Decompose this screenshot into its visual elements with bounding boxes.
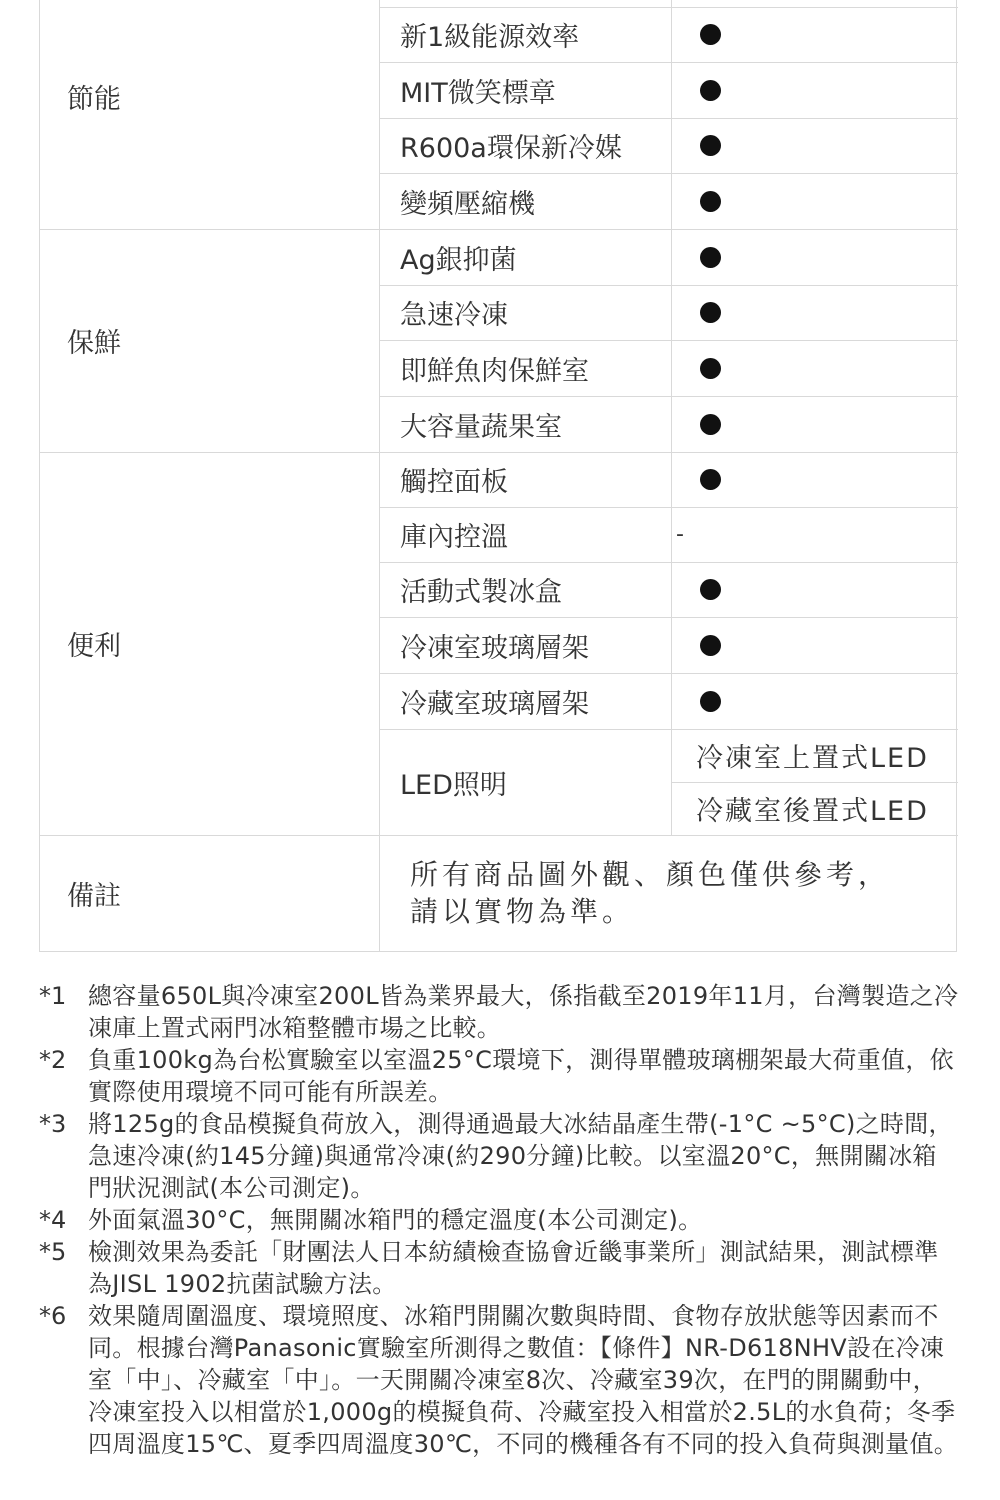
spec-table bbox=[39, 0, 957, 952]
feature-supported-dot bbox=[672, 7, 956, 62]
feature-name: 活動式製冰盒 bbox=[400, 577, 562, 608]
feature-supported-dot bbox=[672, 562, 956, 617]
feature-name: 大容量蔬果室 bbox=[400, 411, 562, 443]
remark-line: 請以實物為準。 bbox=[410, 895, 635, 928]
footnote-text: 檢測效果為委託「財團法人日本紡績檢查協會近畿事業所」測試結果，測試標準為JISL 1902抗菌試驗方法。 bbox=[88, 1238, 939, 1298]
footnote-item bbox=[39, 1236, 959, 1300]
footnote-text: 效果隨周圍溫度、環境照度、冰箱門開關次數與時間、食物存放狀態等因素而不同。根據台灣Panasonic實驗室所測得之數值：【條件】NR-D618NHV設在冷凍室「中」、冷藏室「中」。一天開關冷凍室8次、冷藏室39次，在門的開關動中，冷凍室投入以相當於1,000g的模擬負荷、冷藏室投入相當於2.5L的水負荷；冬季四周溫度15℃、夏季四周溫度30℃，不同的機種各有不同的投入負荷與測量值。 bbox=[88, 1302, 959, 1458]
category-energy-saving: 節能 bbox=[67, 84, 121, 115]
feature-name: 變頻壓縮機 bbox=[400, 188, 535, 220]
footnote-text: 負重100kg為台松實驗室以室溫25°C環境下，測得單體玻璃棚架最大荷重值，依實際使用環境不同可能有所誤差。 bbox=[88, 1046, 954, 1106]
feature-name: MIT微笑標章 bbox=[400, 77, 556, 109]
footnote-item bbox=[39, 1108, 959, 1204]
feature-supported-dot bbox=[672, 118, 956, 173]
feature-supported-dot bbox=[672, 452, 956, 507]
footnote-text: 將125g的食品模擬負荷放入，測得通過最大冰結晶產生帶(-1°C ~5°C)之時間，急速冷凍(約145分鐘)與通常冷凍(約290分鐘)比較。以室溫20°C，無開關冰箱門狀況測試(本公司測定)。 bbox=[88, 1110, 953, 1202]
footnote-mark: *4 bbox=[39, 1206, 67, 1234]
footnote-item bbox=[39, 1044, 959, 1108]
footnote-item bbox=[39, 1204, 959, 1236]
feature-value-text: 冷凍室上置式LED bbox=[696, 743, 929, 774]
feature-supported-dot bbox=[672, 617, 956, 673]
feature-name: 新1級能源效率 bbox=[400, 22, 580, 53]
feature-name: 冷凍室玻璃層架 bbox=[400, 632, 589, 664]
feature-supported-dot bbox=[672, 673, 956, 729]
feature-name: 庫內控溫 bbox=[400, 522, 508, 553]
feature-supported-dot bbox=[672, 229, 956, 285]
footnote-text: 外面氣溫30°C，無開關冰箱門的穩定溫度(本公司測定)。 bbox=[88, 1206, 703, 1234]
footnote-item bbox=[39, 1300, 959, 1460]
remark-text bbox=[380, 835, 956, 951]
footnote-mark: *6 bbox=[39, 1302, 67, 1330]
footnote-mark: *2 bbox=[39, 1046, 67, 1074]
remark-line: 所有商品圖外觀、顏色僅供參考， bbox=[410, 858, 891, 891]
category-convenience: 便利 bbox=[67, 631, 121, 662]
category-freshness: 保鮮 bbox=[67, 328, 121, 359]
feature-name: R600a環保新冷媒 bbox=[400, 133, 622, 164]
feature-name: 觸控面板 bbox=[400, 467, 508, 498]
feature-supported-dot bbox=[672, 396, 956, 452]
remark-label: 備註 bbox=[67, 880, 121, 912]
feature-supported-dot bbox=[672, 285, 956, 340]
footnote-text: 總容量650L與冷凍室200L皆為業界最大，係指截至2019年11月，台灣製造之冷凍庫上置式兩門冰箱整體市場之比較。 bbox=[88, 982, 959, 1042]
feature-supported-dot bbox=[672, 173, 956, 229]
footnote-item bbox=[39, 980, 959, 1044]
footnote-mark: *3 bbox=[39, 1110, 67, 1138]
feature-name: LED照明 bbox=[400, 769, 507, 801]
feature-supported-dot bbox=[672, 340, 956, 396]
feature-name: 急速冷凍 bbox=[400, 300, 508, 331]
feature-value-text: 冷藏室後置式LED bbox=[696, 796, 929, 827]
footnote-mark: *1 bbox=[39, 982, 67, 1010]
footnote-mark: *5 bbox=[39, 1238, 67, 1266]
feature-name: Ag銀抑菌 bbox=[400, 244, 517, 276]
feature-not-supported-dash: - bbox=[676, 522, 684, 547]
feature-name: 即鮮魚肉保鮮室 bbox=[400, 355, 589, 387]
footnotes bbox=[39, 980, 959, 1460]
feature-name: 冷藏室玻璃層架 bbox=[400, 688, 589, 720]
feature-supported-dot bbox=[672, 62, 956, 118]
